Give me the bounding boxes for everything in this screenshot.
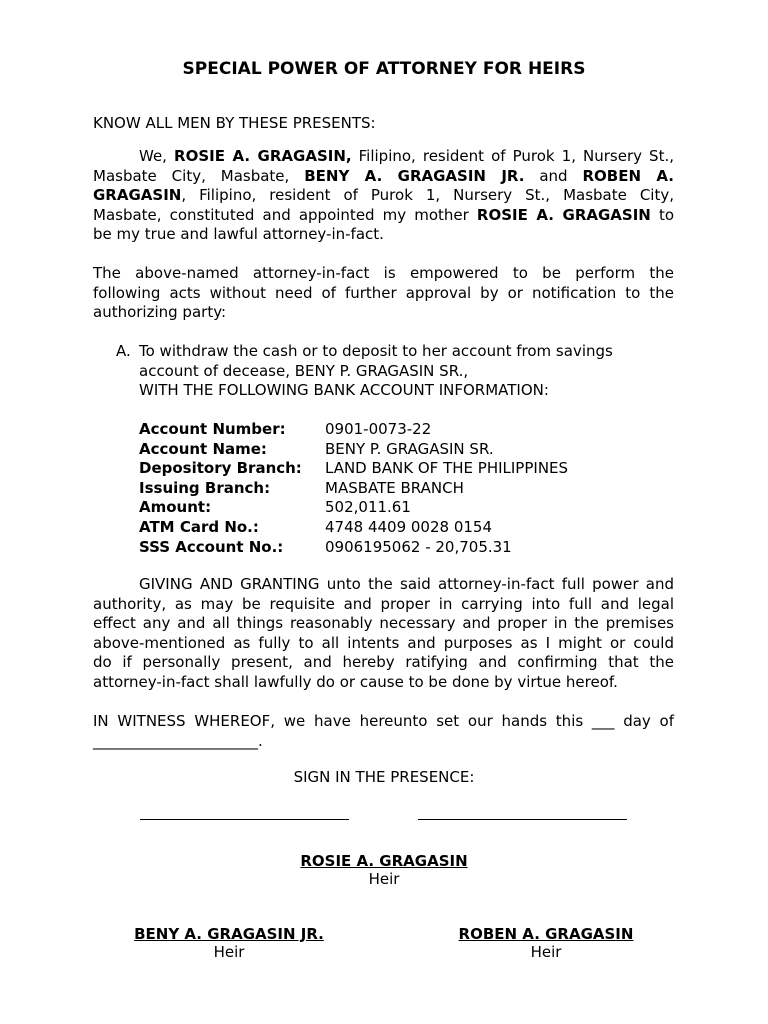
paragraph-line: above-mentioned as fully to all intents and purposes as I might or could <box>93 633 674 652</box>
paragraph-line: be my true and lawful attorney-in-fact. <box>93 225 384 244</box>
signatory-role: Heir <box>368 869 400 888</box>
list-line: WITH THE FOLLOWING BANK ACCOUNT INFORMATION: <box>139 381 549 400</box>
appointment-paragraph <box>93 147 674 245</box>
paragraph-line: The above-named attorney-in-fact is empowered to be perform the <box>93 264 674 282</box>
powers-paragraph <box>93 264 674 323</box>
account-value: BENY P. GRAGASIN SR. <box>325 439 494 458</box>
account-row <box>139 498 639 518</box>
account-value: 0901-0073-22 <box>325 420 432 438</box>
account-value: 0906195062 - 20,705.31 <box>325 537 512 556</box>
witness-signature-line <box>418 819 627 820</box>
paragraph-line: We, ROSIE A. GRAGASIN, Filipino, resident of Purok 1, Nursery St., <box>139 147 674 165</box>
account-value: 4748 4409 0028 0154 <box>325 517 492 536</box>
account-label: Account Number: <box>139 420 286 438</box>
paragraph-line: ______________________. <box>93 731 263 750</box>
paragraph-line: effect any and all things reasonably necessary and proper in the premises <box>93 614 674 633</box>
account-value: LAND BANK OF THE PHILIPPINES <box>325 459 569 478</box>
paragraph-line: following acts without need of further approval by or notification to the <box>93 283 674 302</box>
account-row <box>139 440 639 460</box>
signatory-name: ROBEN A. GRAGASIN <box>458 925 634 943</box>
account-row <box>139 538 639 558</box>
account-row <box>139 518 639 538</box>
paragraph-line: do if personally present, and hereby ratifying and confirming that the <box>93 653 674 672</box>
list-line: To withdraw the cash or to deposit to her account from savings <box>139 342 613 360</box>
list-line: account of decease, BENY P. GRAGASIN SR., <box>139 361 469 380</box>
account-label: Depository Branch: <box>139 459 302 478</box>
opening-line: KNOW ALL MEN BY THESE PRESENTS: <box>93 114 376 132</box>
list-marker: A. <box>116 342 131 360</box>
paragraph-line: attorney-in-fact shall lawfully do or cause to be done by virtue hereof. <box>93 672 618 691</box>
account-value: 502,011.61 <box>325 498 411 517</box>
witness-signature-line <box>140 819 349 820</box>
witness-paragraph <box>93 712 674 751</box>
paragraph-line: IN WITNESS WHEREOF, we have hereunto set our hands this ___ day of <box>93 712 674 730</box>
signatory-role: Heir <box>530 942 562 961</box>
signatory-rosie <box>234 852 534 889</box>
account-label: Issuing Branch: <box>139 478 271 497</box>
account-value: MASBATE BRANCH <box>325 478 464 497</box>
account-row <box>139 420 639 440</box>
account-label: ATM Card No.: <box>139 517 259 536</box>
paragraph-line: GIVING AND GRANTING unto the said attorney-in-fact full power and <box>139 575 674 593</box>
account-label: Amount: <box>139 498 212 517</box>
account-label: SSS Account No.: <box>139 537 284 556</box>
signatory-name: BENY A. GRAGASIN JR. <box>134 925 324 943</box>
signatory-roben <box>416 925 676 962</box>
account-info-table <box>139 420 639 557</box>
signatory-name: ROSIE A. GRAGASIN <box>300 852 468 870</box>
sign-presence-heading: SIGN IN THE PRESENCE: <box>293 768 475 786</box>
granting-paragraph <box>93 575 674 693</box>
paragraph-line: Masbate, constituted and appointed my mother ROSIE A. GRAGASIN to <box>93 205 675 224</box>
list-item-a <box>116 342 676 402</box>
paragraph-line: GRAGASIN, Filipino, resident of Purok 1, Nursery St., Masbate City, <box>93 186 674 205</box>
signatory-role: Heir <box>213 942 245 961</box>
account-label: Account Name: <box>139 439 267 458</box>
paragraph-line: Masbate City, Masbate, BENY A. GRAGASIN JR. and ROBEN A. <box>93 166 674 185</box>
account-row <box>139 479 639 499</box>
signatory-beny <box>99 925 359 962</box>
paragraph-line: authority, as may be requisite and proper in carrying into full and legal <box>93 594 674 613</box>
account-row <box>139 459 639 479</box>
paragraph-line: authorizing party: <box>93 303 227 322</box>
document-title: SPECIAL POWER OF ATTORNEY FOR HEIRS <box>182 59 586 79</box>
